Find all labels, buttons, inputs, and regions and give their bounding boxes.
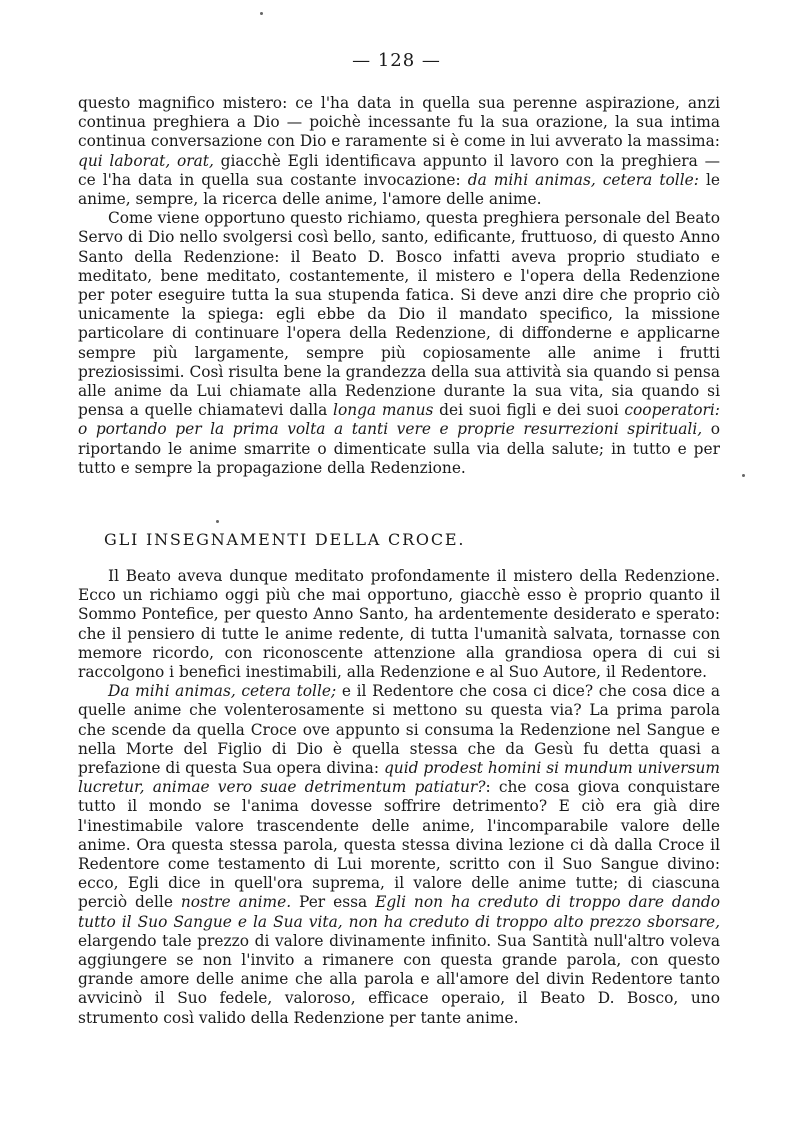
scan-speck [216,520,219,523]
body-text-upper [78,94,720,478]
paragraph-2: Come viene opportuno questo richiamo, questa preghiera personale del Beato Servo di Dio nello svolgersi così bello, santo, edificante, fruttuoso, di questo Anno Santo della Redenzione: il Beato D. Bosco infatti aveva proprio studiato e meditato, bene meditato, costantemente, il mistero e l'opera della Redenzione per poter eseguire tutta la sua stupenda fatica. Si deve anzi dire che proprio ciò unicamente la spiega: egli ebbe da Dio il mandato specifico, la missione particolare di continuare l'opera della Redenzione, di diffonderne e applicarne sempre più largamente, sempre più copiosamente alle anime i frutti preziosissimi. Così risulta bene la grandezza della sua attività sia quando si pensa alle anime da Lui chiamate alla Redenzione durante la sua vita, sia quando si pensa a quelle chiamatevi dalla longa manus dei suoi figli e dei suoi cooperatori: o portando per la prima volta a tanti vere e proprie resurrezioni spirituali, o riportando le anime smarrite o dimenticate sulla via della salute; in tutto e per tutto e sempre la propagazione della Redenzione. [78,209,720,477]
body-text-lower [78,567,720,1028]
section-heading: GLI INSEGNAMENTI DELLA CROCE. [104,530,466,549]
page-number: — 128 — [352,50,441,71]
scan-speck [260,12,263,15]
paragraph-3: Il Beato aveva dunque meditato profondamente il mistero della Redenzione. Ecco un richiamo oggi più che mai opportuno, giacchè esso è proprio quanto il Sommo Pontefice, per questo Anno Santo, ha ardentemente desiderato e sperato: che il pensiero di tutte le anime redente, di tutta l'umanità salvata, tornasse con memore ricordo, con riconoscente attenzione alla grandiosa opera di cui si raccolgono i benefici inestimabili, alla Redenzione e al Suo Autore, il Redentore. [78,567,720,682]
paragraph-1: questo magnifico mistero: ce l'ha data in quella sua perenne aspirazione, anzi continua preghiera a Dio — poichè incessante fu la sua orazione, la sua intima continua conversazione con Dio e raramente si è come in lui avverato la massima: qui laborat, orat, giacchè Egli identificava appunto il lavoro con la preghiera — ce l'ha data in quella sua costante invocazione: da mihi animas, cetera tolle: le anime, sempre, la ricerca delle anime, l'amore delle anime. [78,94,720,209]
scan-speck [742,474,745,477]
paragraph-4: Da mihi animas, cetera tolle; e il Redentore che cosa ci dice? che cosa dice a quelle anime che volenterosamente si mettono su questa via? La prima parola che scende da quella Croce ove appunto si consuma la Redenzione nel Sangue e nella Morte del Figlio di Dio è quella stessa che da Gesù fu detta quasi a prefazione di questa Sua opera divina: quid prodest homini si mundum universum lucretur, animae vero suae detrimentum patiatur?: che cosa giova conquistare tutto il mondo se l'anima dovesse soffrire detrimento? E ciò era già dire l'inestimabile valore trascendente delle anime, l'incomparabile valore delle anime. Ora questa stessa parola, questa stessa divina lezione ci dà dalla Croce il Redentore come testamento di Lui morente, scritto con il Suo Sangue divino: ecco, Egli dice in quell'ora suprema, il valore delle anime tutte; di ciascuna perciò delle nostre anime. Per essa Egli non ha creduto di troppo dare dando tutto il Suo Sangue e la Sua vita, non ha creduto di troppo alto prezzo sborsare, elargendo tale prezzo di valore divinamente infinito. Sua Santità null'altro voleva aggiungere se non l'invito a rimanere con questa grande parola, con questo grande amore delle anime che alla parola e all'amore del divin Redentore tanto avvicinò il Suo fedele, valoroso, efficace operaio, il Beato D. Bosco, uno strumento così valido della Redenzione per tante anime. [78,682,720,1027]
